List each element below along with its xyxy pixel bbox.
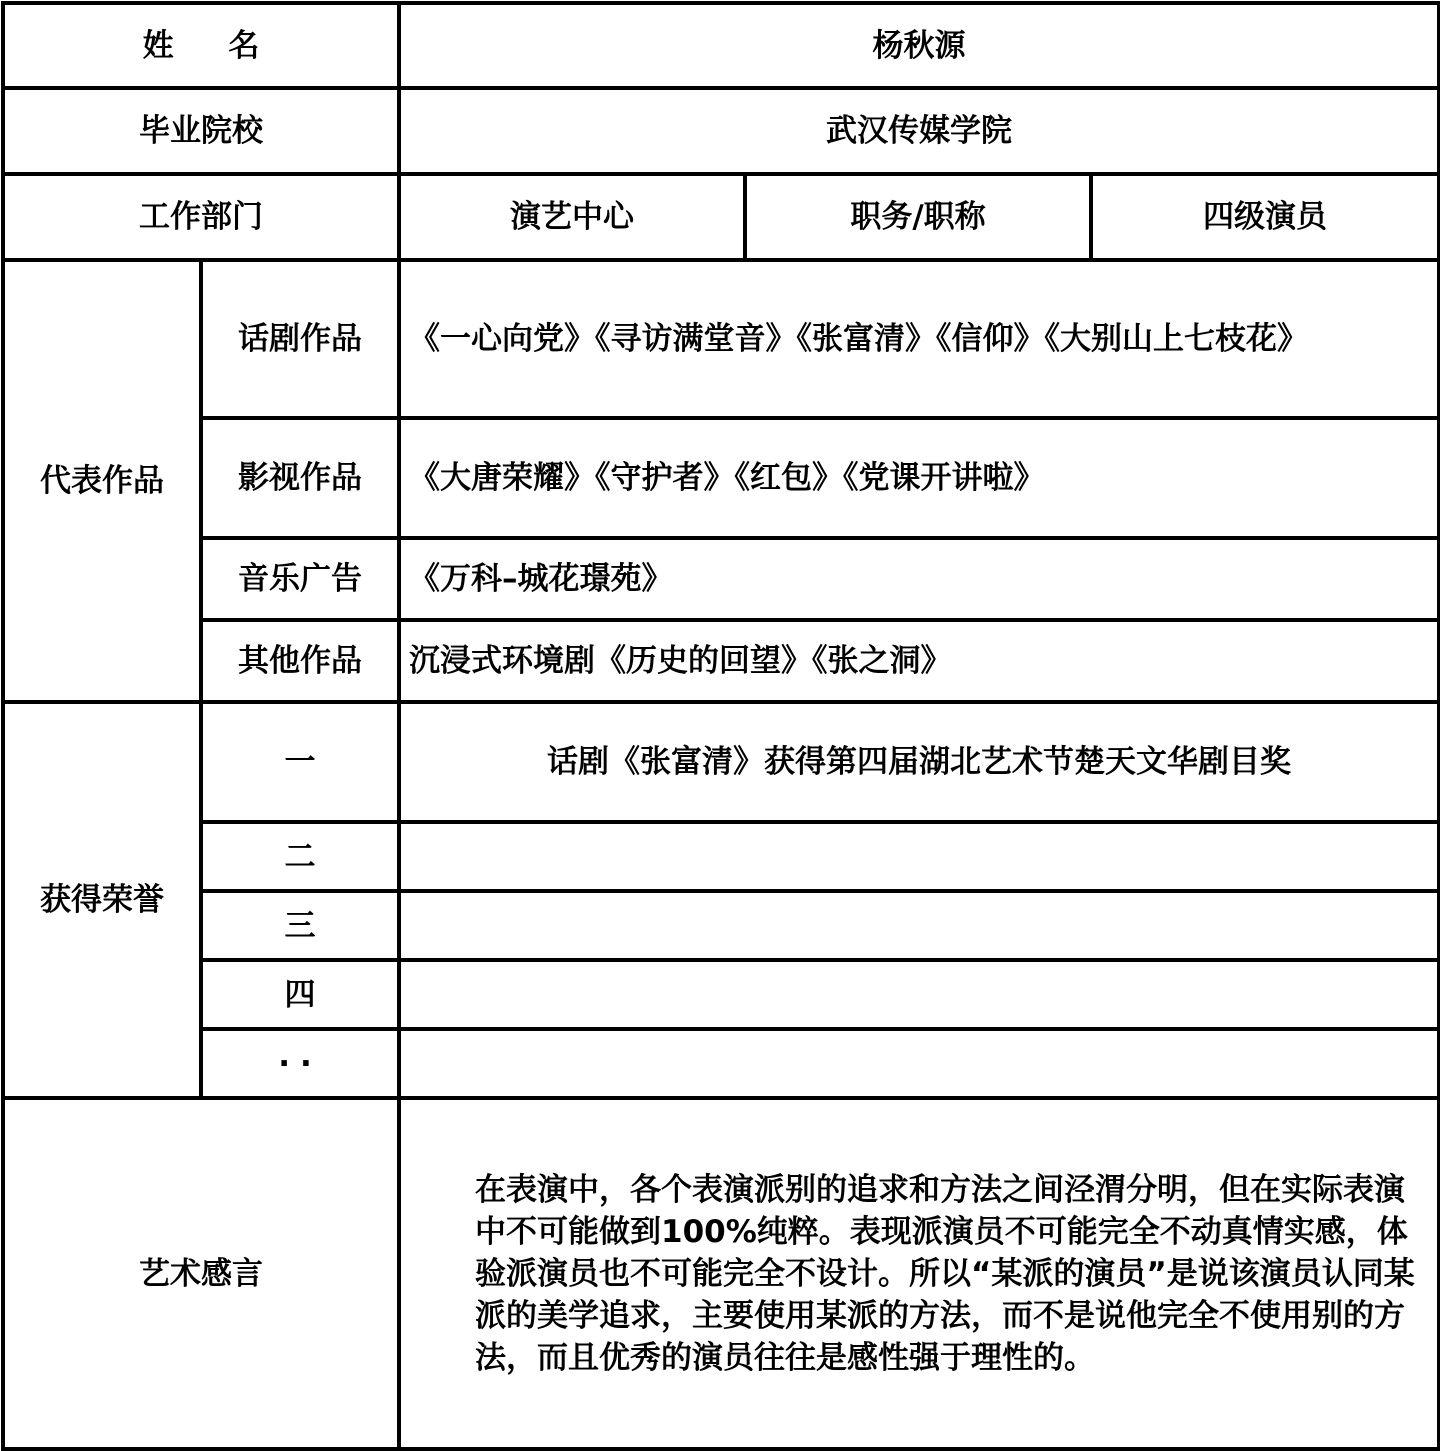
department-label: 工作部门 [3,174,399,260]
row-works-music-ad [3,538,1439,620]
honor-index-1: 一 [201,702,399,822]
honor-index-5: ·· [278,1045,322,1082]
row-works-other [3,620,1439,702]
row-honor-5 [3,1029,1439,1098]
works-other-label: 其他作品 [201,620,399,702]
profile-table [1,1,1440,1451]
works-drama-value: 《一心向党》《寻访满堂音》《张富清》《信仰》《大别山上七枝花》 [399,260,1439,418]
honor-value-1: 话剧《张富清》获得第四届湖北艺术节楚天文华剧目奖 [399,702,1439,822]
row-works-film [3,418,1439,538]
statement-text: 在表演中，各个表演派别的追求和方法之间泾渭分明，但在实际表演中不可能做到100%纯粹。表现派演员不可能完全不动真情实感，体验派演员也不可能完全不设计。所以“某派的演员”是说该演员认同某派的美学追求，主要使用某派的方法，而不是说他完全不使用别的方法，而且优秀的演员往往是感性强于理性的。 [399,1098,1439,1449]
row-honor-1 [3,702,1439,822]
name-value: 杨秋源 [399,3,1439,88]
row-statement [3,1098,1439,1449]
honor-index-3: 三 [201,891,399,960]
school-value: 武汉传媒学院 [399,88,1439,174]
honor-value-3 [399,891,1439,960]
works-label: 代表作品 [3,260,201,702]
position-label: 职务/职称 [745,174,1091,260]
name-label: 姓 名 [142,27,282,64]
works-music-ad-label: 音乐广告 [201,538,399,620]
honor-index-4: 四 [201,960,399,1029]
honor-index-2: 二 [201,822,399,891]
honor-value-5 [399,1029,1439,1098]
statement-label: 艺术感言 [3,1098,399,1449]
honor-value-2 [399,822,1439,891]
works-film-value: 《大唐荣耀》《守护者》《红包》《党课开讲啦》 [399,418,1439,538]
honor-value-4 [399,960,1439,1029]
row-school [3,88,1439,174]
works-film-label: 影视作品 [201,418,399,538]
department-value: 演艺中心 [399,174,745,260]
row-honor-3 [3,891,1439,960]
row-honor-2 [3,822,1439,891]
row-honor-4 [3,960,1439,1029]
row-name [3,3,1439,88]
school-label: 毕业院校 [3,88,399,174]
works-music-ad-value: 《万科–城花璟苑》 [399,538,1439,620]
name-label-cell [3,3,399,88]
row-works-drama [3,260,1439,418]
honors-label: 获得荣誉 [3,702,201,1098]
works-drama-label: 话剧作品 [201,260,399,418]
works-other-value: 沉浸式环境剧《历史的回望》《张之洞》 [399,620,1439,702]
honor-index-5-cell [201,1029,399,1098]
position-value: 四级演员 [1091,174,1439,260]
row-department [3,174,1439,260]
